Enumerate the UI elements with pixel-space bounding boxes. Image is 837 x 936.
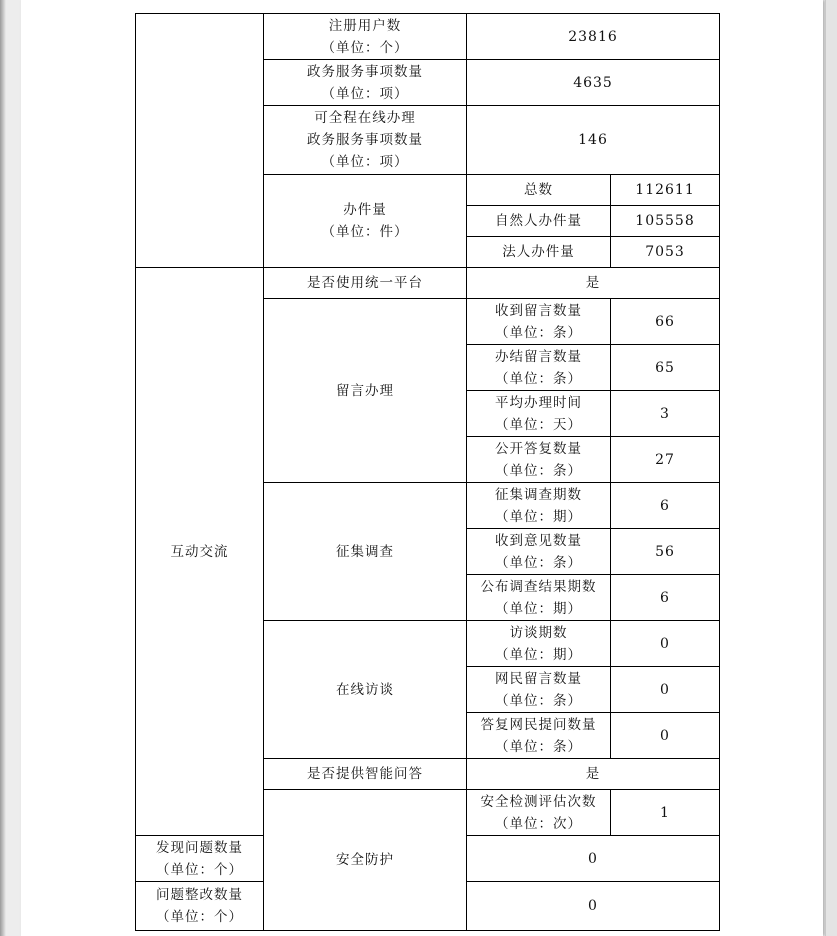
interview-answered-label: 答复网民提问数量 （单位：条）	[467, 713, 611, 759]
survey-periods-label: 征集调查期数 （单位：期）	[467, 483, 611, 529]
survey-results-label: 公布调查结果期数 （单位：期）	[467, 575, 611, 621]
cases-total-label: 总数	[467, 175, 611, 206]
viewer-right-edge	[825, 0, 837, 936]
messages-public-replies-value: 27	[611, 437, 720, 483]
messages-received-value: 66	[611, 299, 720, 345]
interview-netizen-msgs-label: 网民留言数量 （单位：条）	[467, 667, 611, 713]
interview-netizen-msgs-value: 0	[611, 667, 720, 713]
government-website-report-table	[135, 13, 720, 931]
table-row	[136, 14, 720, 60]
interview-label: 在线访谈	[264, 621, 467, 759]
online-items-label: 可全程在线办理 政务服务事项数量 （单位：项）	[264, 106, 467, 175]
survey-results-value: 6	[611, 575, 720, 621]
cases-total-value: 112611	[611, 175, 720, 206]
messages-avg-time-label: 平均办理时间 （单位：天）	[467, 391, 611, 437]
interview-periods-label: 访谈期数 （单位：期）	[467, 621, 611, 667]
problems-fixed-label: 问题整改数量 （单位：个）	[136, 882, 264, 931]
cases-legal-label: 法人办件量	[467, 237, 611, 268]
messages-label: 留言办理	[264, 299, 467, 483]
cases-label: 办件量 （单位：件）	[264, 175, 467, 268]
viewer-left-shadow	[0, 0, 6, 936]
smart-qa-label: 是否提供智能问答	[264, 759, 467, 790]
messages-avg-time-value: 3	[611, 391, 720, 437]
category-cell-blank	[136, 14, 264, 268]
messages-public-replies-label: 公开答复数量 （单位：条）	[467, 437, 611, 483]
survey-opinions-label: 收到意见数量 （单位：条）	[467, 529, 611, 575]
online-items-value: 146	[467, 106, 720, 175]
cases-legal-value: 7053	[611, 237, 720, 268]
messages-received-label: 收到留言数量 （单位：条）	[467, 299, 611, 345]
survey-label: 征集调查	[264, 483, 467, 621]
security-inspections-label: 安全检测评估次数 （单位：次）	[467, 790, 611, 836]
security-inspections-value: 1	[611, 790, 720, 836]
problems-found-label: 发现问题数量 （单位：个）	[136, 836, 264, 882]
cases-natural-label: 自然人办件量	[467, 206, 611, 237]
table-row	[136, 268, 720, 299]
interaction-category: 互动交流	[136, 268, 264, 836]
registered-users-value: 23816	[467, 14, 720, 60]
interview-periods-value: 0	[611, 621, 720, 667]
cases-natural-value: 105558	[611, 206, 720, 237]
survey-periods-value: 6	[611, 483, 720, 529]
registered-users-label: 注册用户数 （单位：个）	[264, 14, 467, 60]
problems-fixed-value: 0	[467, 882, 720, 931]
smart-qa-value: 是	[467, 759, 720, 790]
service-items-label: 政务服务事项数量 （单位：项）	[264, 60, 467, 106]
unified-platform-label: 是否使用统一平台	[264, 268, 467, 299]
unified-platform-value: 是	[467, 268, 720, 299]
security-category: 安全防护	[264, 790, 467, 931]
messages-closed-value: 65	[611, 345, 720, 391]
survey-opinions-value: 56	[611, 529, 720, 575]
problems-found-value: 0	[467, 836, 720, 882]
interview-answered-value: 0	[611, 713, 720, 759]
messages-closed-label: 办结留言数量 （单位：条）	[467, 345, 611, 391]
service-items-value: 4635	[467, 60, 720, 106]
